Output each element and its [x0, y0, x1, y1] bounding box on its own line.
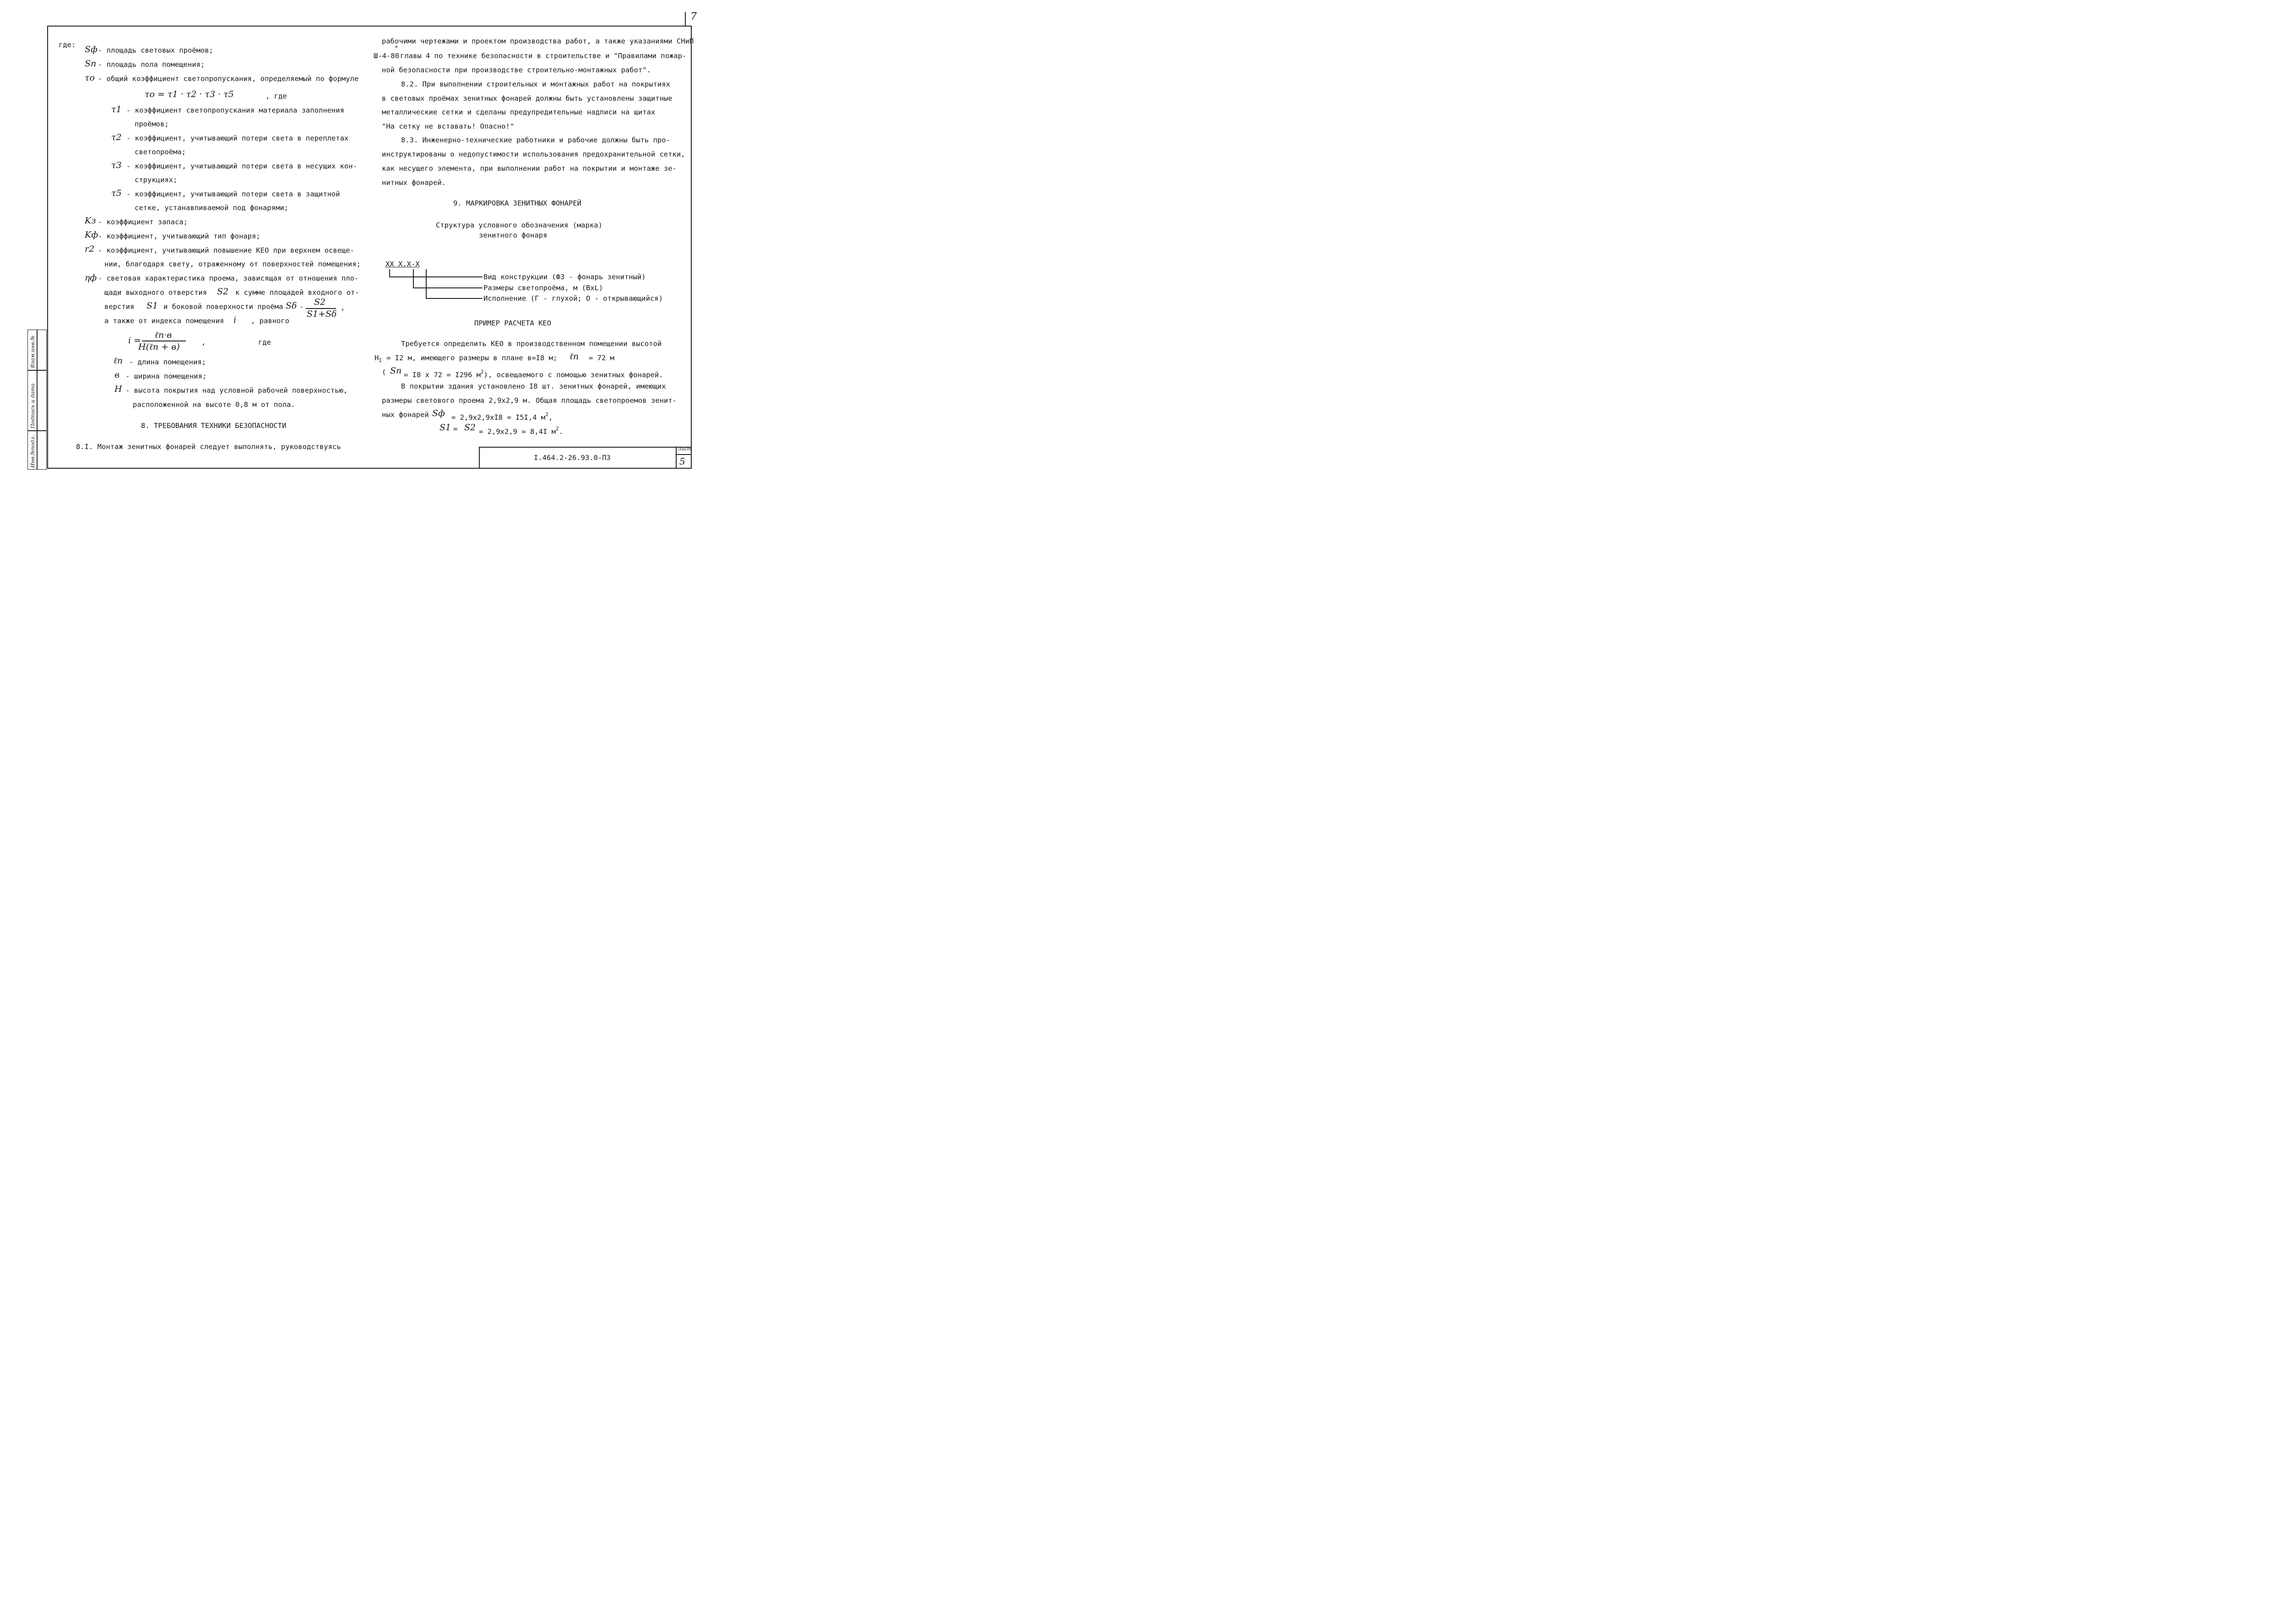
legend-construction-type: Вид конструкции (ФЗ - фонарь зенитный) [483, 273, 646, 281]
structure-caption-line-1: Структура условного обозначения (марка) [436, 221, 602, 229]
definition-eta-f-line-3a: верстия [104, 303, 135, 311]
replacement-inventory-label: Взам.инв.№ [29, 336, 36, 368]
symbol-s2: S2 [217, 287, 229, 297]
sheet-number: 5 [679, 456, 685, 467]
definition-tau-o: - общий коэффициент светопропускания, определяемый по формуле [98, 75, 359, 83]
formula-i-denominator: H(ℓп + в) [138, 342, 180, 352]
mark-leader-3-horizontal [426, 298, 483, 299]
definition-tau-5-line-1: - коэффициент, учитывающий потери света в защитной [126, 190, 340, 198]
example-line-2-h: $H_I$ [374, 354, 382, 363]
example-line-2-lp: ℓп [570, 352, 579, 362]
fraction-1-numerator: S2 [314, 297, 326, 307]
symbol-tau-5: τ5 [111, 188, 122, 198]
symbol-h: H [114, 384, 122, 394]
definition-r2-line-2: нии, благодаря свету, отраженному от поверхностей помещения; [104, 260, 361, 268]
paragraph-8-3-line-3: как несущего элемента, при выполнении работ на покрытии и монтаже зе- [382, 164, 677, 173]
inventory-number-label: Инв.№подл. [29, 435, 36, 468]
definition-b: - ширина помещения; [125, 372, 207, 380]
example-line-3-text: = I8 х 72 = I296 $м^2$), освещаемого с помощью зенитных фонарей. [404, 369, 663, 379]
mark-leader-3-vertical [426, 269, 427, 298]
definition-tau-3-line-2: струкциях; [135, 176, 178, 184]
definition-tau-5-line-2: сетке, устанавливаемой под фонарями; [135, 204, 288, 212]
definition-eta-f-line-3b: и боковой поверхности проёма [163, 303, 283, 311]
definition-kz: - коэффициент запаса; [98, 218, 188, 226]
paragraph-8-3-line-1: 8.3. Инженерно-технические работники и рабочие должны быть про- [401, 136, 670, 144]
structure-caption-line-2: зенитного фонаря [479, 231, 548, 239]
fraction-1-denominator: S1+Sδ [307, 309, 337, 319]
example-line-7-s1: S1 [439, 422, 451, 433]
definition-eta-f-line-2b: к сумме площадей входного от- [235, 288, 359, 297]
definition-sp: - площадь пола помещения; [98, 60, 205, 69]
definition-r2-line-1: - коэффициент, учитывающий повышение КЕО при верхнем освеще- [98, 246, 354, 254]
legend-execution: Исполнение (Г - глухой; О - открывающийся) [483, 294, 663, 303]
example-line-6-text: ных фонарей [382, 411, 429, 419]
definition-tau-1-line-1: - коэффициент светопропускания материала заполнения [126, 106, 344, 114]
example-title: ПРИМЕР РАСЧЕТА КЕО [474, 319, 551, 327]
mark-leader-1-horizontal [389, 276, 483, 277]
right-line-3: ной безопасности при производстве строительно-монтажных работ". [382, 66, 651, 74]
definition-h-line-1: - высота покрытия над условной рабочей поверхностью, [125, 386, 348, 395]
room-index-text: а также от индекса помещения [104, 317, 224, 325]
binding-strip-rule [27, 370, 47, 371]
sheet-label: Лист [678, 447, 691, 452]
paragraph-8-2-line-2: в световых проёмах зенитных фонарей должны быть установлены защитные [382, 94, 673, 103]
example-line-1: Требуется определить КЕО в производственном помещении высотой [401, 340, 662, 348]
example-line-5: размеры светового проема 2,9х2,9 м. Общая площадь светопроемов зенит- [382, 396, 677, 405]
document-sheet [0, 0, 718, 497]
right-line-2-code: Ш-4-80 [374, 52, 399, 60]
example-line-7-equals: = [453, 425, 458, 433]
symbol-r2: r2 [85, 244, 95, 254]
room-index-equal-text: , равного [251, 317, 289, 325]
right-line-1: рабочими чертежами и проектом производства работ, а также указаниями СНиП [382, 37, 694, 45]
symbol-kz: Kз [85, 216, 96, 226]
signature-date-label: Подпись и дата [29, 383, 36, 428]
formula-where: , где [266, 92, 287, 100]
mark-leader-2-vertical [413, 269, 414, 287]
binding-strip-divider [37, 330, 38, 470]
example-line-2-text: = I2 м, имеющего размеры в плане в=I8 м; [386, 354, 558, 362]
example-line-6-sf: Sф [432, 408, 445, 418]
symbol-tau-2: τ2 [111, 132, 122, 142]
mark-pattern: ХХ Х.Х-Х [385, 260, 420, 268]
symbol-b: в [114, 370, 120, 380]
definition-sf: - площадь световых проёмов; [98, 46, 213, 54]
definition-tau-1-line-2: проёмов; [135, 120, 169, 128]
symbol-eta-f: ηф [85, 273, 97, 283]
symbol-tau-1: τ1 [111, 104, 122, 114]
binding-strip-rule [27, 430, 47, 431]
legend-opening-size: Размеры светопроёма, м (ВхL) [483, 284, 603, 292]
formula-i-where: где [258, 338, 271, 346]
definition-tau-3-line-1: - коэффициент, учитывающий потери света в несущих кон- [126, 162, 357, 170]
paragraph-8-3-line-4: нитных фонарей. [382, 179, 446, 187]
example-line-3-sp: Sп [390, 366, 402, 376]
title-block-divider [676, 447, 677, 469]
example-line-2-value: = 72 м [589, 354, 614, 362]
definition-tau-2-line-1: - коэффициент, учитывающий потери света в переплетах [126, 134, 349, 142]
symbol-lp: ℓп [114, 356, 123, 366]
paragraph-8-3-line-2: инструктированы о недопустимости использования предохранительной сетки, [382, 150, 685, 158]
paragraph-8-2-line-4: "На сетку не вставать! Опасно!" [382, 122, 515, 130]
formula-tau-product: τo = τ1 · τ2 · τ3 · τ5 [145, 89, 234, 99]
symbol-s1: S1 [146, 301, 158, 311]
title-block-sheet-rule [676, 454, 692, 455]
definition-kf: - коэффициент, учитывающий тип фонаря; [98, 232, 260, 240]
document-code: I.464.2-26.93.0-ПЗ [534, 454, 611, 462]
right-line-2-asterisk: * [395, 45, 398, 52]
right-line-2-text: главы 4 по технике безопасности в строительстве и "Правилами пожар- [400, 52, 687, 60]
fraction-1-comma: , [341, 303, 345, 312]
page-number-divider [685, 12, 686, 27]
formula-i-comma: , [201, 338, 206, 346]
definition-lp: - длина помещения; [129, 358, 206, 366]
symbol-kf: Kф [85, 230, 98, 240]
formula-i-numerator: ℓп·в [155, 330, 172, 340]
symbol-tau-3: τ3 [111, 160, 122, 170]
definition-tau-2-line-2: светопроёма; [135, 148, 186, 156]
mark-leader-1-vertical [389, 269, 390, 276]
page-number: 7 [690, 11, 697, 22]
symbol-s-delta: Sδ [286, 301, 297, 311]
definition-eta-f-line-2a: щади выходного отверстия [104, 288, 207, 297]
section-9-title: 9. МАРКИРОВКА ЗЕНИТНЫХ ФОНАРЕЙ [453, 199, 581, 207]
symbol-tau-o: τо [85, 73, 95, 83]
definition-eta-f-dash: - [299, 303, 304, 311]
example-line-6-value: = 2,9х2,9хI8 = I5I,4 $м^2$, [451, 411, 553, 422]
example-line-7-value: = 2,9х2,9 = 8,4I $м^2$. [479, 426, 563, 436]
definition-h-line-2: расположенной на высоте 0,8 м от пола. [133, 401, 295, 409]
example-line-3-open: ( [382, 368, 386, 376]
mark-leader-2-horizontal [413, 287, 483, 288]
symbol-room-index: i [233, 315, 237, 325]
symbol-sf: Sф [85, 44, 98, 54]
symbol-sp: Sп [85, 59, 97, 69]
paragraph-8-2-line-1: 8.2. При выполнении строительных и монтажных работ на покрытиях [401, 80, 670, 88]
paragraph-8-2-line-3: металлические сетки и сделаны предупредительные надписи на щитах [382, 108, 656, 116]
definition-eta-f-line-1: - световая характеристика проема, зависящая от отношения пло- [98, 274, 359, 282]
example-line-4: В покрытии здания установлено I8 шт. зенитных фонарей, имеющих [401, 382, 666, 390]
paragraph-8-1: 8.I. Монтаж зенитных фонарей следует выполнять, руководствуясь [76, 443, 341, 451]
example-line-7-s2: S2 [464, 422, 476, 433]
section-8-title: 8. ТРЕБОВАНИЯ ТЕХНИКИ БЕЗОПАСНОСТИ [141, 422, 287, 430]
where-label: где: [59, 41, 76, 49]
formula-i-lhs: i = [128, 336, 141, 346]
